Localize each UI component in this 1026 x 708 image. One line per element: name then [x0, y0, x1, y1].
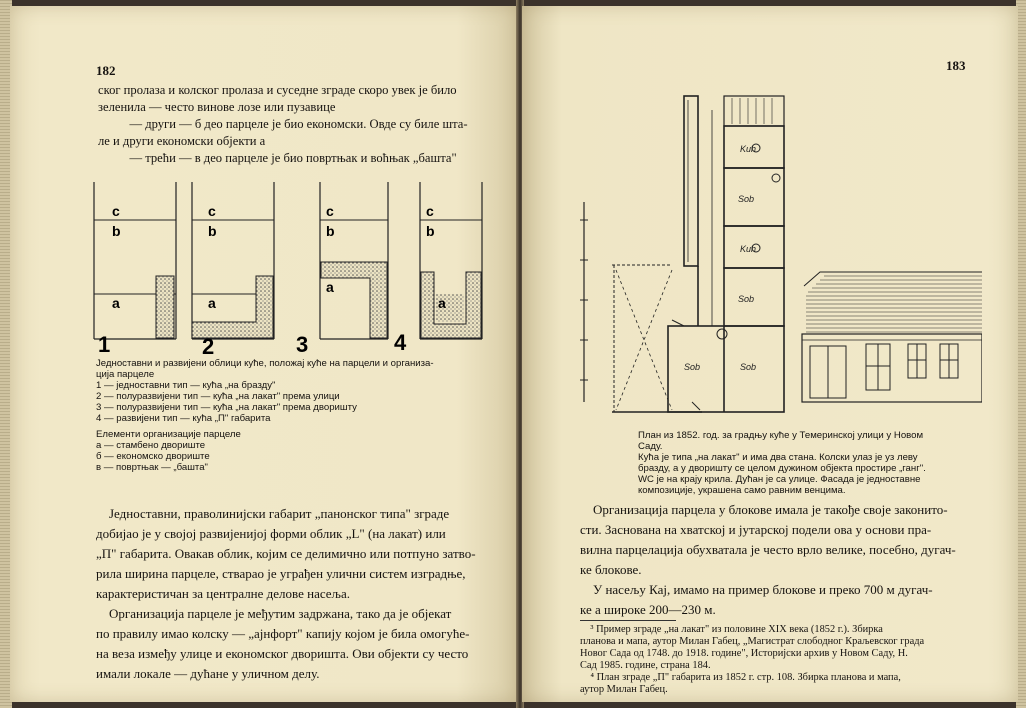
legend-line: Елементи организације парцеле — [96, 429, 241, 440]
plot-diagram-1 — [94, 182, 176, 339]
caption-line: 3 — полуразвијени тип — кућа „на лакат" према дворишту — [96, 402, 357, 413]
facade-elevation — [802, 272, 982, 402]
footnote-rule — [580, 620, 676, 621]
plot-diagram-3 — [320, 182, 388, 339]
diagram-number-3: 3 — [296, 332, 309, 354]
caption-line: ција парцеле — [96, 369, 155, 380]
diagram-number-2: 2 — [202, 334, 215, 354]
zone-label-a: a — [112, 295, 120, 311]
svg-text:b: b — [426, 223, 435, 239]
intro-line: ле и други економски објекти а — [98, 134, 266, 148]
svg-text:a: a — [208, 295, 216, 311]
caption-line: Једноставни и развијени облици куће, положај куће на парцели и организа- — [96, 358, 434, 369]
svg-text:c: c — [208, 203, 216, 219]
svg-text:b: b — [326, 223, 335, 239]
body-line: имали локале — дућане у уличном делу. — [96, 666, 320, 681]
caption-line: композиције, украшена само равним венцима. — [638, 485, 846, 496]
intro-line: — други — б део парцеле је био економски. Овде су биле шта- — [98, 117, 468, 131]
caption-line: 4 — развијени тип — кућа „П" габарита — [96, 413, 271, 424]
page-number: 183 — [946, 58, 966, 73]
footnote-line: ³ Пример зграде „на лакат" из половине XIX века (1852 г.). Збирка — [580, 624, 883, 635]
body-line: ке а широке 200—230 м. — [580, 602, 716, 617]
body-line: вилна парцелација обухватала је често врло велике, посебно, дугач- — [580, 542, 956, 557]
plan-room-label: Sob — [738, 194, 755, 204]
intro-line: зеленила — често винове лозе или пузавице — [98, 100, 336, 114]
footnote-line: планова и мапа, аутор Милан Габец, „Магистрат слободног Краљевског града — [580, 636, 925, 647]
body-line: рила ширина парцеле, стварао је уграђен улични систем изградње, — [96, 566, 466, 581]
diagram-number-1: 1 — [98, 332, 111, 354]
zone-label-b: b — [112, 223, 121, 239]
caption-line: Саду. — [638, 441, 663, 452]
body-line: ке блокове. — [580, 562, 642, 577]
svg-text:c: c — [426, 203, 434, 219]
legend-line: в — повртњак — „башта" — [96, 462, 208, 473]
plan-room-label: Sob — [738, 294, 755, 304]
diagram-number-4: 4 — [394, 330, 407, 354]
intro-line: — трећи — в део парцеле је био повртњак и воћњак „башта" — [98, 151, 457, 165]
svg-text:a: a — [326, 279, 334, 295]
caption-line: бразду, а у дворишту се целом дужином објекта простире „ганг". — [638, 463, 926, 474]
caption-line: 2 — полуразвијени тип — кућа „на лакат" према улици — [96, 391, 340, 402]
legend-line: б — економско двориште — [96, 451, 210, 462]
body-line: „П" габарита. Овакав облик, којим се делимично или потпуно затво- — [96, 546, 476, 561]
plan-room-label: Kuh — [740, 144, 757, 154]
plot-diagram-2 — [192, 182, 274, 339]
footnote-line: аутор Милан Габец. — [580, 684, 668, 695]
footnote-line: ⁴ План зграде „П" габарита из 1852 г. стр. 108. Збирка планова и мапа, — [580, 672, 901, 683]
caption-line: План из 1852. год. за градњу куће у Темеринској улици у Новом — [638, 430, 924, 441]
zone-label-c: с — [112, 203, 120, 219]
footnote-line: Сад 1985. године, страна 184. — [580, 660, 711, 671]
legend-line: а — стамбено двориште — [96, 440, 206, 451]
body-line: сти. Заснована на хватској и јутарској подели ова у основи пра- — [580, 522, 932, 537]
page-number: 182 — [96, 63, 116, 78]
body-line: У насељу Кај, имамо на пример блокове и преко 700 м дугач- — [580, 582, 933, 597]
svg-text:c: c — [326, 203, 334, 219]
house-plot-diagrams — [88, 174, 488, 354]
body-line: добијао је у својој развијенијој форми облик „L" (на лакат) или — [96, 526, 446, 541]
floor-plan-drawing — [572, 90, 982, 416]
right-page — [522, 6, 1018, 702]
body-line: Једноставни, праволинијски габарит „панонског типа" зграде — [96, 506, 450, 521]
body-line: по правилу имао колску — „ајнфорт" капију којом је била омогуће- — [96, 626, 470, 641]
body-line: на веза између улице и економског дворишта. Ови објекти су често — [96, 646, 469, 661]
plan-room-label: Sob — [684, 362, 701, 372]
left-page — [10, 6, 518, 702]
caption-line: Кућа је типа „на лакат" и има два стана. Колски улаз је уз леву — [638, 452, 918, 463]
plot-diagram-4 — [420, 182, 482, 339]
svg-text:b: b — [208, 223, 217, 239]
footnote-line: Новог Сада од 1748. до 1918. године", Историјски архив у Новом Саду, Н. — [580, 648, 908, 659]
body-line: Организација парцела у блокове имала је такође своје законито- — [580, 502, 948, 517]
plan-room-label: Sob — [740, 362, 757, 372]
svg-text:a: a — [438, 295, 446, 311]
intro-line: ског пролаза и колског пролаза и суседне зграде скоро увек је било — [98, 83, 457, 97]
body-line: Организација парцеле је међутим задржана, тако да је објекат — [96, 606, 452, 621]
caption-line: 1 — једноставни тип — кућа „на бразду" — [96, 380, 276, 391]
plan-room-label: Kuh — [740, 244, 757, 254]
caption-line: WC је на крају крила. Дућан је са улице. Фасада је једноставне — [638, 474, 921, 485]
body-line: карактеристичан за централне делове насеља. — [96, 586, 351, 601]
